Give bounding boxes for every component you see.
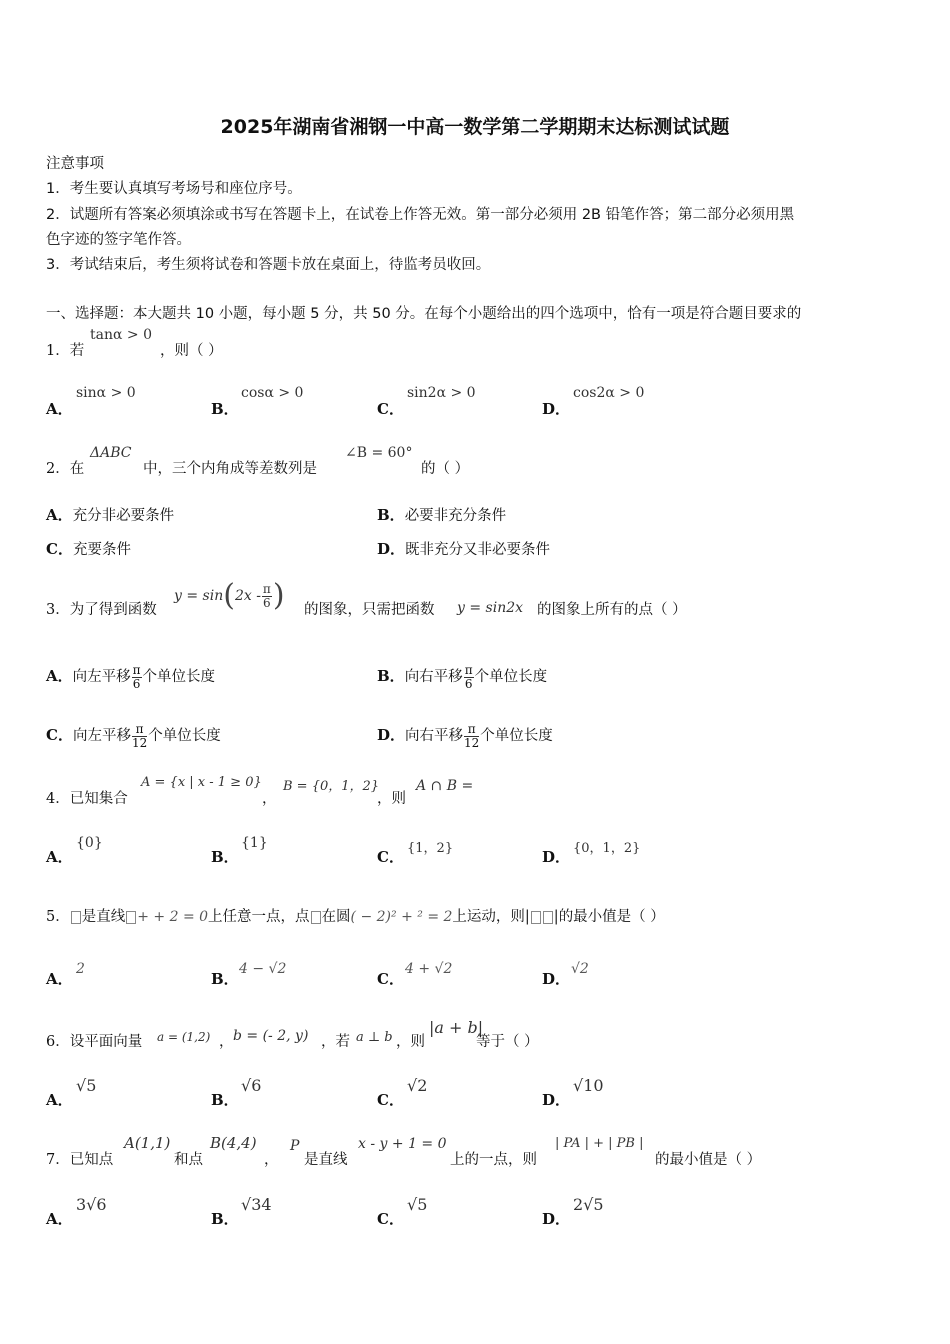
option-pre: 向左平移 [72, 728, 131, 744]
option-text: 充要条件 [72, 542, 131, 558]
q3-post: 的图象上所有的点（ ） [537, 602, 687, 618]
question-2 [46, 457, 84, 478]
option-label: B． [377, 667, 405, 685]
q6-option-c-math: √2 [407, 1076, 428, 1095]
option-text: 充分非必要条件 [72, 508, 175, 524]
q5-t5: 的最小值是（ ） [558, 909, 665, 925]
q2-mid: 中，三个内角成等差数列是 [143, 461, 317, 477]
question-5 [46, 905, 665, 926]
q5-line-eq: + + 2 = 0 [137, 909, 209, 925]
q1-option-a [46, 398, 73, 419]
q7-option-c-math: √5 [407, 1195, 428, 1214]
q6-t3: ，则 [396, 1034, 425, 1050]
q6-option-b-math: √6 [241, 1076, 262, 1095]
q4-option-b-math: {1} [241, 835, 268, 851]
missing-glyph-icon [543, 911, 553, 924]
fraction-denominator: 12 [131, 735, 148, 750]
q4-set-b: B = {0，1，2} [283, 779, 380, 794]
option-label: C． [377, 970, 404, 988]
q6-option-a [46, 1089, 73, 1110]
q3-option-c [46, 715, 221, 755]
option-fraction [132, 723, 147, 750]
option-label: D． [542, 970, 571, 988]
fraction-numerator: π [464, 723, 479, 737]
q3-mid: 的图象，只需把函数 [304, 602, 435, 618]
q6-post: 等于（ ） [476, 1034, 539, 1050]
q4-option-b [211, 846, 239, 867]
option-label: D． [377, 726, 406, 744]
q2-pre: 在 [69, 461, 85, 477]
q4-option-c-math: {1，2} [407, 841, 454, 856]
option-label: A． [46, 1091, 73, 1109]
option-text: 既非充分又非必要条件 [405, 542, 551, 558]
q4-mid: ，则 [377, 791, 406, 807]
option-label: A． [46, 1210, 73, 1228]
option-label: C． [46, 540, 73, 558]
q5-t3: 在圆 [321, 909, 351, 925]
option-label: D． [542, 848, 571, 866]
q4-comma: ， [262, 791, 277, 807]
option-label: C． [377, 400, 404, 418]
q6-perp: a ⊥ b [356, 1030, 393, 1045]
q3-option-d [377, 715, 553, 755]
q1-option-c-math: sin2α > 0 [407, 385, 476, 401]
q7-option-d [542, 1208, 570, 1229]
q5-option-d-math: √2 [571, 961, 589, 977]
option-label: B． [211, 1210, 239, 1228]
q3-fraction [262, 583, 272, 610]
q1-option-d-math: cos2α > 0 [573, 385, 645, 401]
option-post: 个单位长度 [474, 669, 548, 685]
q7-t3: 上的一点，则 [450, 1152, 537, 1168]
q4-set-a: A = {x | x - 1 ≥ 0} [141, 775, 262, 790]
missing-glyph-icon [531, 911, 541, 924]
question-4 [46, 787, 128, 808]
q1-option-c [377, 398, 404, 419]
q2-option-a [46, 504, 174, 525]
q4-number: 4． [46, 791, 70, 807]
option-label: C． [377, 1091, 404, 1109]
q6-option-d [542, 1089, 570, 1110]
option-label: B． [211, 400, 239, 418]
q4-pre: 已知集合 [69, 791, 128, 807]
q7-option-b-math: √34 [241, 1195, 272, 1214]
option-label: B． [211, 970, 239, 988]
q3-number: 3． [46, 602, 70, 618]
q3-function [174, 572, 285, 620]
option-text: 必要非充分条件 [404, 508, 507, 524]
q6-option-b [211, 1089, 239, 1110]
q7-line: x - y + 1 = 0 [358, 1136, 447, 1152]
q5-option-c-math: 4 + √2 [405, 961, 453, 977]
q5-number: 5． [46, 909, 70, 925]
missing-glyph-icon [126, 911, 136, 924]
q1-number: 1． [46, 343, 70, 359]
notice-item-1: 1．考生要认真填写考场号和座位序号。 [46, 181, 302, 197]
option-post: 个单位长度 [142, 669, 216, 685]
question-3 [46, 598, 157, 619]
q7-option-b [211, 1208, 239, 1229]
page-title: 2025年湖南省湘钢一中高一数学第二学期期末达标测试试题 [220, 116, 730, 138]
q3-option-b [377, 656, 547, 696]
q7-option-a [46, 1208, 73, 1229]
q2-number: 2． [46, 461, 70, 477]
q1-option-d [542, 398, 570, 419]
question-1 [46, 339, 84, 360]
q5-option-c [377, 968, 404, 989]
q4-option-a [46, 846, 73, 867]
q3-func-inner: 2x - [234, 588, 261, 604]
notice-item-2-cont: 色字迹的签字笔作答。 [46, 232, 191, 248]
q6-pre: 设平面向量 [69, 1034, 143, 1050]
option-label: B． [211, 848, 239, 866]
q5-t4: 上运动，则 [452, 909, 525, 925]
option-post: 个单位长度 [148, 728, 221, 744]
q7-expr: | PA | + | PB | [555, 1136, 644, 1151]
right-paren: ) [272, 578, 285, 613]
fraction-numerator: π [132, 662, 141, 677]
q5-circle-eq: ( − 2)² + ² = 2 [350, 909, 453, 925]
left-paren: ( [223, 578, 235, 613]
q7-option-c [377, 1208, 404, 1229]
missing-glyph-icon [71, 911, 81, 924]
q7-point-b: B(4,4) [210, 1134, 257, 1152]
q7-comma: ， [264, 1152, 279, 1168]
q6-vector-a: a = (1,2) [157, 1030, 211, 1044]
q1-option-a-math: sinα > 0 [76, 385, 136, 401]
q6-abs: |a + b| [429, 1018, 484, 1037]
q5-option-a [46, 968, 73, 989]
option-label: D． [542, 1091, 571, 1109]
fraction-numerator: π [132, 723, 147, 737]
q4-option-d [542, 846, 570, 867]
option-pre: 向右平移 [405, 728, 464, 744]
q1-option-b [211, 398, 239, 419]
option-label: C． [377, 848, 404, 866]
q2-math-triangle: ΔABC [90, 445, 132, 461]
option-label: A． [46, 667, 73, 685]
q1-option-b-math: cosα > 0 [241, 385, 304, 401]
q1-math: tanα > 0 [90, 327, 152, 343]
option-label: D． [377, 540, 406, 558]
q5-option-d [542, 968, 570, 989]
question-7 [46, 1148, 113, 1169]
q7-t2: 是直线 [304, 1152, 348, 1168]
q6-comma: ， [219, 1034, 234, 1050]
q3-func-pre: y = sin [174, 588, 224, 604]
option-label: A． [46, 848, 73, 866]
q5-t1: 是直线 [81, 909, 126, 925]
option-fraction [464, 723, 479, 750]
q4-option-d-math: {0，1，2} [573, 841, 641, 856]
option-label: D． [542, 400, 571, 418]
q7-option-d-math: 2√5 [573, 1195, 604, 1214]
q4-option-c [377, 846, 404, 867]
fraction-denominator: 6 [132, 676, 141, 691]
q7-point-a: A(1,1) [124, 1134, 171, 1152]
option-label: B． [377, 506, 405, 524]
q2-option-d [377, 538, 550, 559]
q7-post: 的最小值是（ ） [655, 1152, 762, 1168]
notice-item-2: 2．试题所有答案必须填涂或书写在答题卡上，在试卷上作答无效。第一部分必须用 2B 铅笔作答；第二部分必须用黑 [46, 207, 795, 223]
q6-option-d-math: √10 [573, 1076, 604, 1095]
fraction-denominator: 12 [464, 735, 480, 750]
q3-option-a [46, 656, 215, 696]
q3-math2: y = sin2x [457, 600, 524, 616]
option-label: C． [46, 726, 73, 744]
q5-t2: 上任意一点，点 [208, 909, 310, 925]
option-label: A． [46, 400, 73, 418]
option-fraction [464, 664, 474, 691]
q6-number: 6． [46, 1034, 70, 1050]
notice-item-3: 3．考试结束后，考生须将试卷和答题卡放在桌面上，待监考员收回。 [46, 257, 491, 273]
q7-pre: 已知点 [69, 1152, 114, 1168]
option-label: A． [46, 970, 73, 988]
q1-pre: 若 [69, 343, 85, 359]
option-pre: 向右平移 [404, 669, 463, 685]
section-heading: 一、选择题：本大题共 10 小题，每小题 5 分，共 50 分。在每个小题给出的四个选项中，恰有一项是符合题目要求的 [46, 306, 802, 322]
q7-number: 7． [46, 1152, 70, 1168]
q2-post: 的（ ） [421, 461, 470, 477]
q5-abs-bar: | [553, 909, 559, 925]
fraction-numerator: π [464, 662, 473, 677]
q6-t2: ，若 [321, 1034, 350, 1050]
q1-post: ，则（ ） [160, 343, 223, 359]
question-6 [46, 1030, 142, 1051]
missing-glyph-icon [311, 911, 321, 924]
option-label: A． [46, 506, 73, 524]
q2-math-angle: ∠B = 60° [345, 445, 413, 461]
q7-option-a-math: 3√6 [76, 1195, 107, 1214]
q5-option-a-math: 2 [76, 961, 85, 977]
option-label: B． [211, 1091, 239, 1109]
q7-and: 和点 [174, 1152, 203, 1168]
q6-vector-b: b = (- 2, y) [233, 1028, 309, 1044]
notice-heading: 注意事项 [46, 156, 104, 172]
option-fraction [132, 664, 142, 691]
option-label: D． [542, 1210, 571, 1228]
q6-option-c [377, 1089, 404, 1110]
q6-option-a-math: √5 [76, 1076, 97, 1095]
q3-pre: 为了得到函数 [69, 602, 157, 618]
q5-option-b-math: 4 − √2 [239, 961, 287, 977]
q4-option-a-math: {0} [76, 835, 103, 851]
q2-option-b [377, 504, 506, 525]
q5-abs-bar: | [524, 909, 530, 925]
q7-point-p: P [290, 1138, 300, 1154]
fraction-denominator: 6 [263, 595, 271, 610]
fraction-denominator: 6 [464, 676, 473, 691]
option-label: C． [377, 1210, 404, 1228]
q2-option-c [46, 538, 131, 559]
q4-math: A ∩ B = [416, 778, 474, 794]
option-post: 个单位长度 [480, 728, 553, 744]
q5-option-b [211, 968, 239, 989]
fraction-numerator: π [262, 581, 271, 596]
option-pre: 向左平移 [72, 669, 131, 685]
